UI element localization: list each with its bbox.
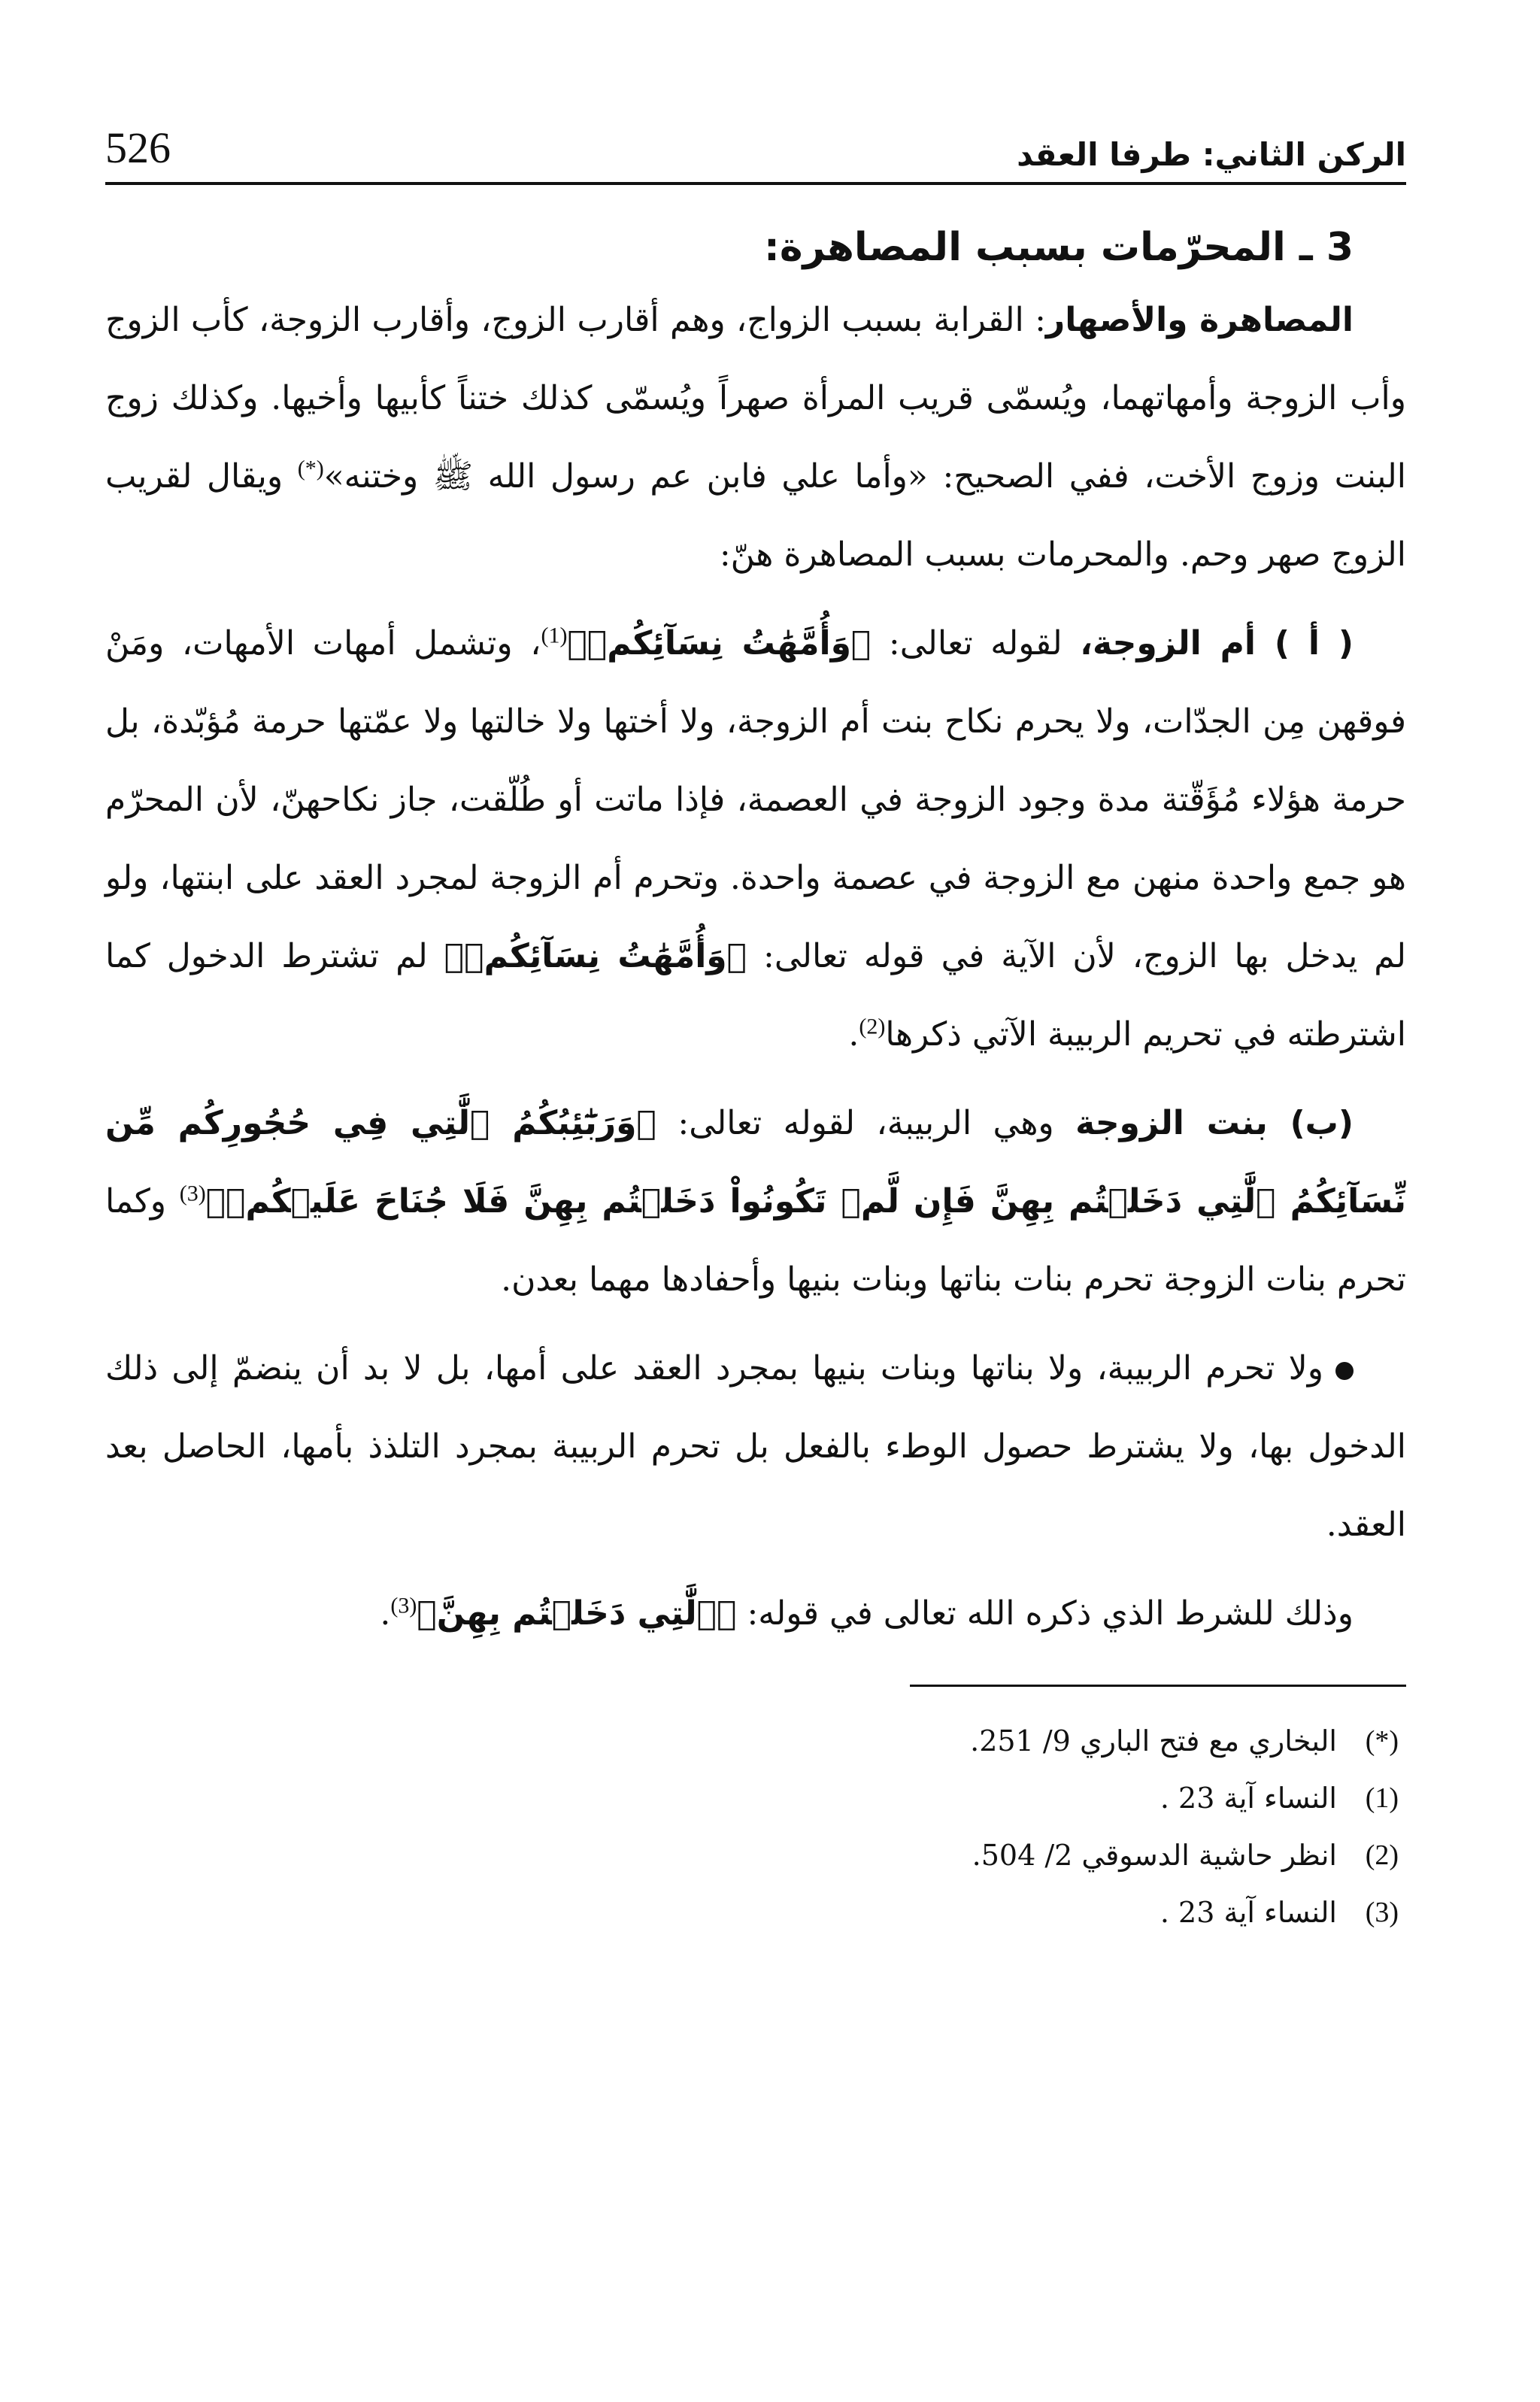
footnote-item bbox=[105, 1770, 1399, 1827]
footnote-text: النساء آية 23 . bbox=[1160, 1782, 1337, 1815]
item-b-text-end: وكما تحرم بنات الزوجة تحرم بنات بناتها وبنات بنيها وأحفادها مهما بعدن. bbox=[105, 1182, 1406, 1299]
item-a-paragraph bbox=[105, 605, 1406, 1074]
closing-text: وذلك للشرط الذي ذكره الله تعالى في قوله: bbox=[736, 1594, 1354, 1633]
item-a-text-end: لم تشترط الدخول كما اشترطته في تحريم الربيبة الآتي ذكرها bbox=[105, 937, 1406, 1054]
footnote-mark: (3) bbox=[1365, 1897, 1399, 1928]
footnote-divider bbox=[910, 1685, 1406, 1687]
footnotes bbox=[105, 1712, 1406, 1941]
footnote-ref-3: (3) bbox=[179, 1181, 206, 1206]
quran-verse: ﴿وَأُمَّهَٰتُ نِسَآئِكُمۡ﴾ bbox=[444, 937, 747, 975]
quran-verse: ﴿وَرَبَٰٓئِبُكُمُ ٱلَّٰتِي فِي حُجُورِكُم مِّن نِّسَآئِكُمُ ٱلَّٰتِي دَخَلۡتُم بِهِنَّ فَإِن لَّمۡ تَكُونُواْ دَخَلۡتُم بِهِنَّ فَلَا جُنَاحَ عَلَيۡكُمۡ﴾ bbox=[105, 1104, 1406, 1221]
quran-verse: ﴿ٱلَّٰتِي دَخَلۡتُم بِهِنَّ﴾ bbox=[417, 1594, 737, 1633]
footnote-ref-2: (2) bbox=[859, 1014, 886, 1039]
footnote-text: البخاري مع فتح الباري 9/ 251. bbox=[970, 1724, 1337, 1758]
item-b-text: وهي الربيبة، لقوله تعالى: bbox=[656, 1104, 1076, 1142]
quran-verse: ﴿وَأُمَّهَٰتُ نِسَآئِكُمۡ﴾ bbox=[567, 624, 872, 663]
footnote-text: النساء آية 23 . bbox=[1160, 1896, 1337, 1929]
footnote-item bbox=[105, 1884, 1399, 1941]
footnote-mark: (2) bbox=[1365, 1839, 1399, 1871]
item-a-label: ( أ ) أم الزوجة، bbox=[1080, 624, 1354, 663]
item-a-text-body: ، وتشمل أمهات الأمهات، ومَنْ فوقهن مِن الجدّات، ولا يحرم نكاح بنت أم الزوجة، ولا أختها ولا خالتها ولا عمّتها حرمة مُؤبّدة، بل حرمة هؤلاء مُؤَقّتة مدة وجود الزوجة في العصمة، فإذا ماتت أو طُلّقت، جاز نكاحهنّ، لأن المحرّم هو جمع واحدة منهن مع الزوجة في عصمة واحدة. وتحرم أم الزوجة لمجرد العقد على ابنتها، ولو لم يدخل بها الزوج، لأن الآية في قوله تعالى: bbox=[105, 624, 1406, 975]
section-heading: 3 ـ المحرّمات بسبب المصاهرة: bbox=[764, 225, 1354, 270]
page-number: 526 bbox=[105, 123, 171, 172]
bullet-text: ولا تحرم الربيبة، ولا بناتها وبنات بنيها بمجرد العقد على أمها، بل لا بد أن ينضمّ إلى ذلك الدخول بها، ولا يشترط حصول الوطء بالفعل بل تحرم الربيبة بمجرد التلذذ بأمها، الحاصل بعد العقد. bbox=[105, 1349, 1406, 1544]
item-b-label: (ب) بنت الزوجة bbox=[1075, 1104, 1354, 1142]
footnote-ref-1: (1) bbox=[541, 623, 568, 648]
footnote-item bbox=[105, 1712, 1399, 1770]
intro-text-continued: ويقال لقريب الزوج صهر وحم. والمحرمات بسبب المصاهرة هنّ: bbox=[105, 457, 1406, 574]
bullet-icon bbox=[1335, 1362, 1354, 1380]
footnote-mark: (*) bbox=[1365, 1725, 1399, 1757]
item-a-period: . bbox=[848, 1015, 859, 1054]
footnote-ref-star: (*) bbox=[297, 456, 324, 481]
footnote-mark: (1) bbox=[1365, 1782, 1399, 1814]
running-title: الركن الثاني: طرفا العقد bbox=[1017, 136, 1406, 173]
closing-paragraph bbox=[105, 1575, 1406, 1653]
closing-period: . bbox=[380, 1594, 391, 1633]
intro-term: المصاهرة والأصهار bbox=[1045, 301, 1354, 339]
bullet-paragraph bbox=[105, 1330, 1406, 1564]
footnote-item bbox=[105, 1827, 1399, 1884]
intro-text: : القرابة بسبب الزواج، وهم أقارب الزوج، وأقارب الزوجة، كأب الزوج وأب الزوجة وأمهاتهما، ويُسمّى قريب المرأة صهراً ويُسمّى كذلك ختناً كأبيها وأخيها. وكذلك زوج البنت وزوج الأخت، ففي الصحيح: «وأما علي فابن عم رسول الله ﷺ وختنه» bbox=[105, 301, 1406, 496]
book-page bbox=[105, 113, 1406, 1941]
footnote-ref-3-repeat: (3) bbox=[390, 1593, 417, 1618]
page-header bbox=[105, 113, 1406, 185]
item-b-paragraph bbox=[105, 1084, 1406, 1319]
item-a-text: لقوله تعالى: bbox=[871, 624, 1081, 663]
footnote-text: انظر حاشية الدسوقي 2/ 504. bbox=[972, 1839, 1337, 1872]
intro-paragraph bbox=[105, 281, 1406, 594]
